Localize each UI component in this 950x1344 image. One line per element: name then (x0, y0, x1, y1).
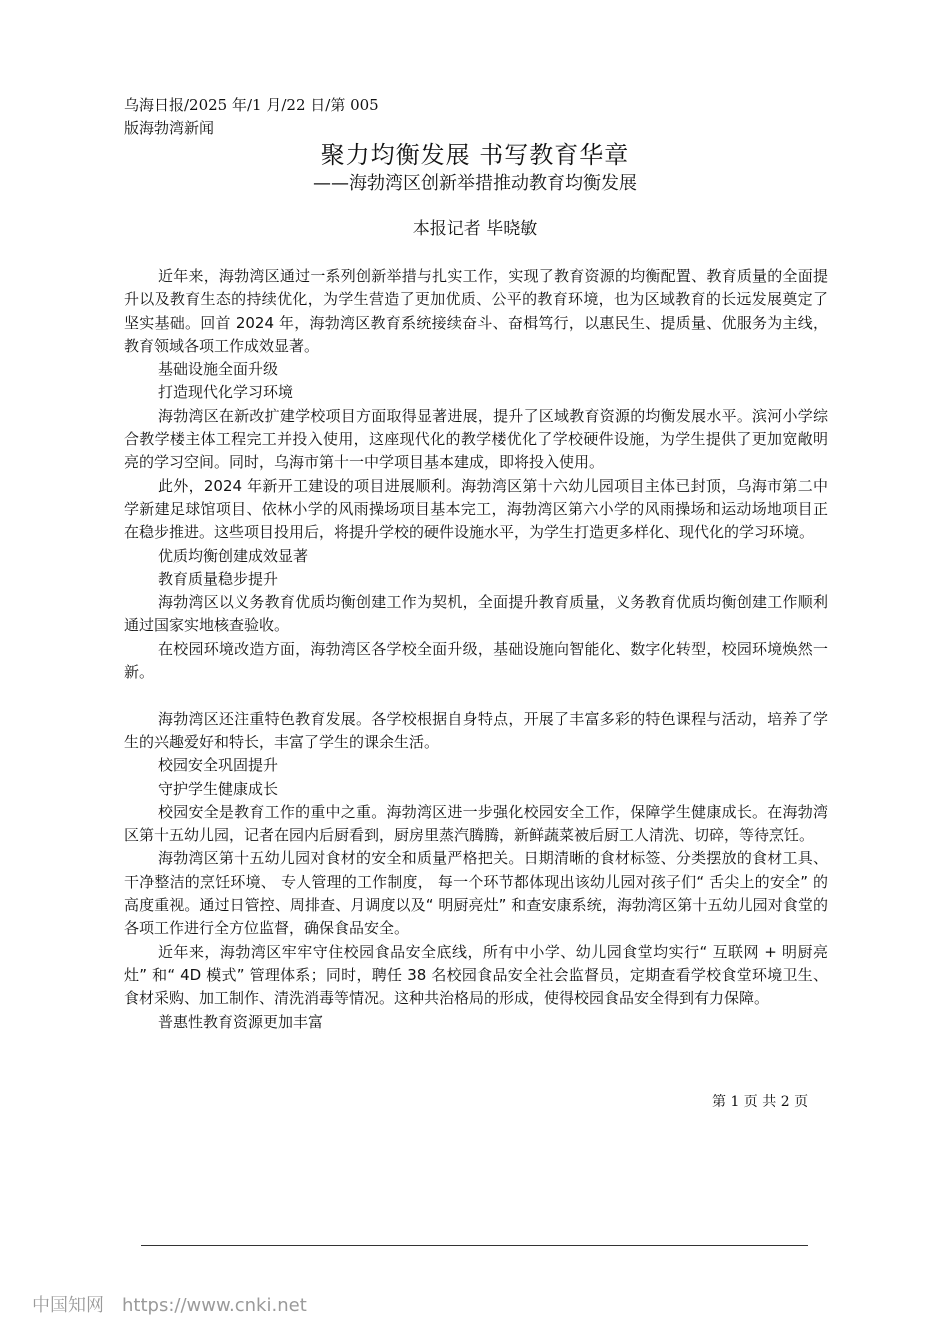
watermark-url: https://www.cnki.net (122, 1295, 307, 1316)
source-citation (124, 94, 424, 140)
paragraph: 校园安全是教育工作的重中之重。海勃湾区进一步强化校园安全工作，保障学生健康成长。在海勃湾区第十五幼儿园，记者在园内后厨看到，厨房里蒸汽腾腾，新鲜蔬菜被后厨工人清洗、切碎，等待烹饪。 (124, 802, 828, 845)
page-number: 第 1 页 共 2 页 (712, 1094, 809, 1110)
section-heading: 普惠性教育资源更加丰富 (158, 1012, 324, 1031)
source-line-2: 版海勃湾新闻 (124, 119, 215, 137)
article-subtitle: ——海勃湾区创新举措推动教育均衡发展 (313, 173, 637, 194)
section-heading: 基础设施全面升级 (158, 360, 279, 379)
blank-line (124, 684, 828, 707)
article-title: 聚力均衡发展 书写教育华章 (320, 141, 630, 169)
article-body (124, 265, 828, 1034)
footer-divider (141, 1245, 808, 1246)
paragraph: 海勃湾区在新改扩建学校项目方面取得显著进展，提升了区域教育资源的均衡发展水平。滨河小学综合教学楼主体工程完工并投入使用，这座现代化的教学楼优化了学校硬件设施，为学生提供了更加宽敞明亮的学习空间。同时，乌海市第十一中学项目基本建成，即将投入使用。 (124, 406, 828, 472)
paragraph: 近年来，海勃湾区牢牢守住校园食品安全底线，所有中小学、幼儿园食堂均实行“ 互联网 + 明厨亮灶” 和“ 4D 模式” 管理体系；同时，聘任 38 名校园食品安全社会监督员，定期查看学校食堂环境卫生、食材采购、加工制作、清洗消毒等情况。这种共治格局的形成，使得校园食品安全得到有力保障。 (124, 942, 828, 1008)
watermark-brand: 中国知网 (32, 1295, 104, 1316)
paragraph: 此外，2024 年新开工建设的项目进展顺利。海勃湾区第十六幼儿园项目主体已封顶，乌海市第二中学新建足球馆项目、依林小学的风雨操场项目基本完工，海勃湾区第六小学的风雨操场和运动场地项目正在稳步推进。这些项目投用后，将提升学校的硬件设施水平，为学生打造更多样化、现代化的学习环境。 (124, 476, 828, 542)
paragraph: 海勃湾区以义务教育优质均衡创建工作为契机，全面提升教育质量，义务教育优质均衡创建工作顺利通过国家实地核查验收。 (124, 593, 828, 635)
section-subheading: 守护学生健康成长 (158, 779, 279, 798)
paragraph: 海勃湾区还注重特色教育发展。各学校根据自身特点，开展了丰富多彩的特色课程与活动，培养了学生的兴趣爱好和特长，丰富了学生的课余生活。 (124, 709, 828, 751)
cnki-watermark (32, 1294, 307, 1318)
paragraph: 近年来，海勃湾区通过一系列创新举措与扎实工作，实现了教育资源的均衡配置、教育质量的全面提升以及教育生态的持续优化，为学生营造了更加优质、公平的教育环境，也为区域教育的长远发展奠定了坚实基础。回首 2024 年，海勃湾区教育系统接续奋斗、奋楫笃行，以惠民生、提质量、优服务为主线，教育领域各项工作成效显著。 (124, 267, 828, 355)
section-subheading: 打造现代化学习环境 (158, 383, 294, 402)
article-byline: 本报记者 毕晓敏 (412, 219, 538, 239)
paragraph: 在校园环境改造方面，海勃湾区各学校全面升级，基础设施向智能化、数字化转型，校园环境焕然一新。 (124, 639, 828, 682)
source-line-1: 乌海日报/2025 年/1 月/22 日/第 005 (124, 96, 379, 114)
paragraph: 海勃湾区第十五幼儿园对食材的安全和质量严格把关。日期清晰的食材标签、分类摆放的食材工具、 干净整洁的烹饪环境、 专人管理的工作制度， 每一个环节都体现出该幼儿园对孩子们“ 舌尖上的安全” 的高度重视。通过日管控、周排查、月调度以及“ 明厨亮灶” 和查安康系统，海勃湾区第十五幼儿园对食堂的各项工作进行全方位监督，确保食品安全。 (124, 849, 828, 938)
section-heading: 优质均衡创建成效显著 (158, 546, 309, 565)
section-subheading: 教育质量稳步提升 (158, 569, 279, 588)
section-heading: 校园安全巩固提升 (158, 756, 279, 775)
